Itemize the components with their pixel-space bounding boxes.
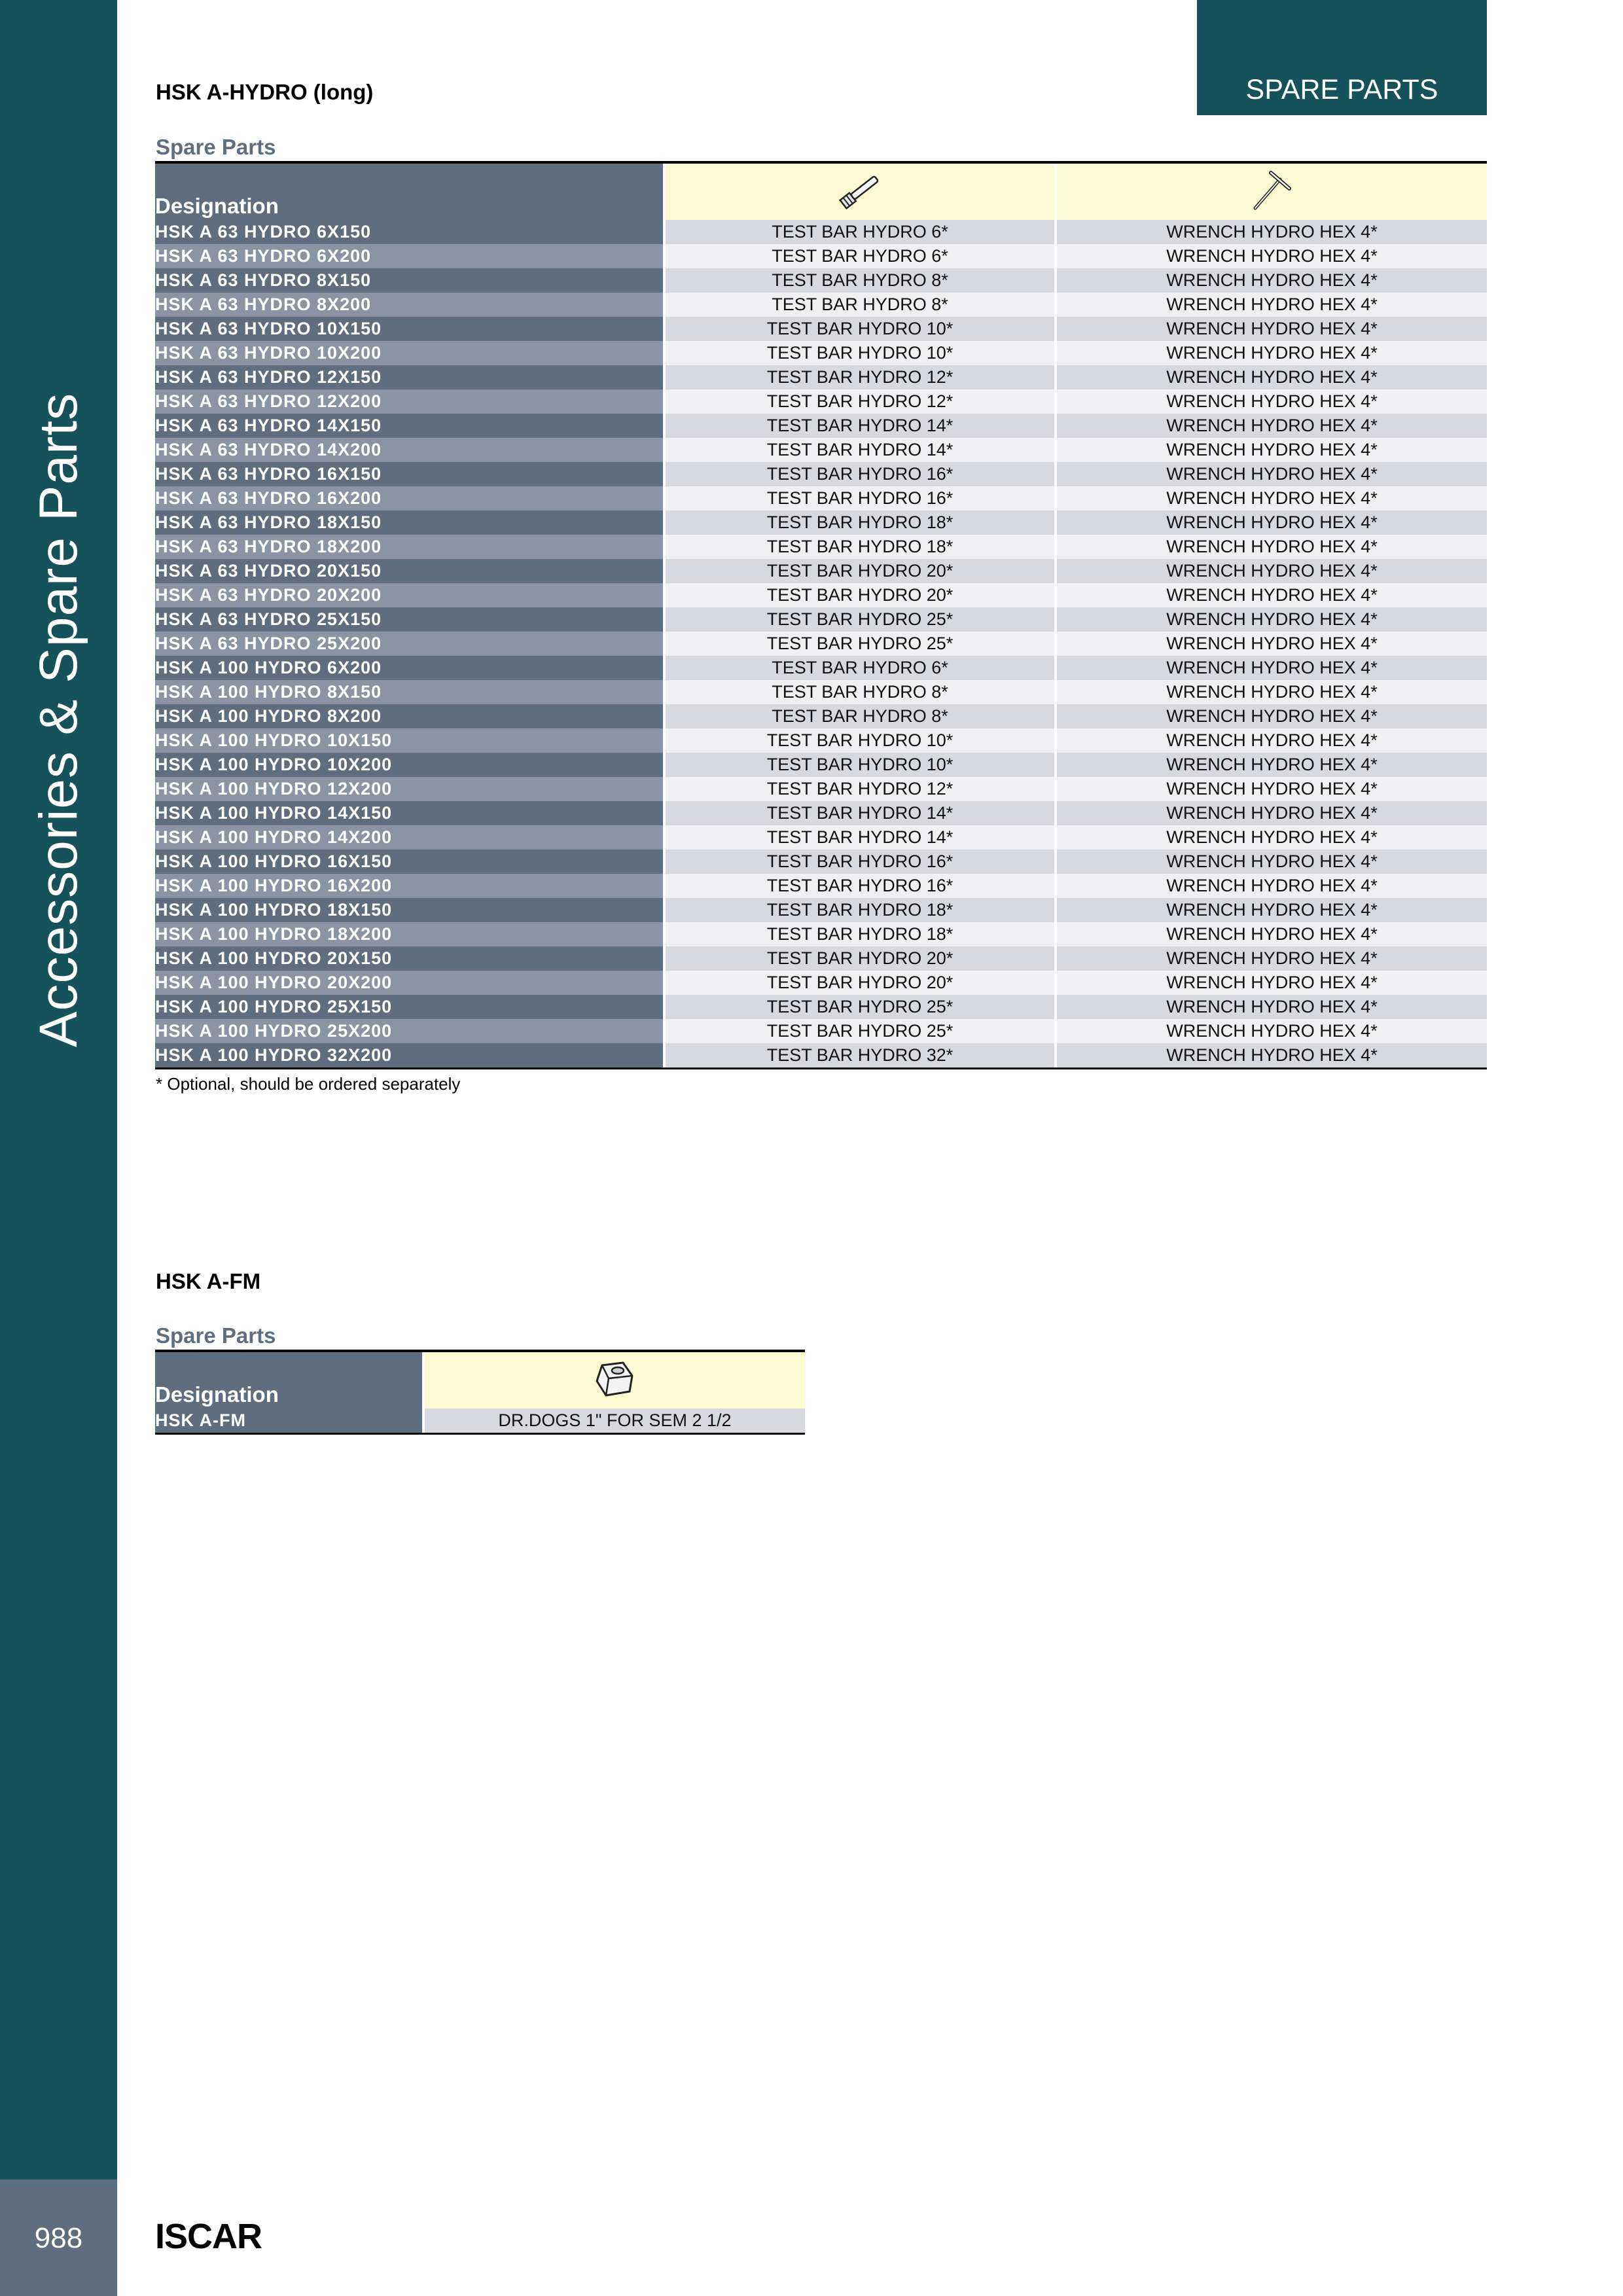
part-cell: TEST BAR HYDRO 18* xyxy=(664,535,1056,559)
part-cell: WRENCH HYDRO HEX 4* xyxy=(1056,389,1487,414)
part-cell: TEST BAR HYDRO 8* xyxy=(664,268,1056,293)
part-cell: TEST BAR HYDRO 6* xyxy=(664,244,1056,268)
designation-cell: HSK A 100 HYDRO 25X150 xyxy=(155,995,664,1019)
part-cell: WRENCH HYDRO HEX 4* xyxy=(1056,898,1487,922)
table-row xyxy=(155,462,1487,486)
part-cell: TEST BAR HYDRO 16* xyxy=(664,462,1056,486)
part-cell: WRENCH HYDRO HEX 4* xyxy=(1056,244,1487,268)
table-row xyxy=(155,850,1487,874)
part-cell: TEST BAR HYDRO 10* xyxy=(664,317,1056,341)
designation-cell: HSK A 63 HYDRO 14X200 xyxy=(155,438,664,462)
section2-subtitle: Spare Parts xyxy=(156,1323,276,1348)
part-cell: WRENCH HYDRO HEX 4* xyxy=(1056,1019,1487,1043)
designation-cell: HSK A 63 HYDRO 8X200 xyxy=(155,293,664,317)
drive-dog-header xyxy=(423,1352,805,1408)
designation-cell: HSK A 100 HYDRO 18X200 xyxy=(155,922,664,946)
table-row xyxy=(155,220,1487,244)
part-cell: WRENCH HYDRO HEX 4* xyxy=(1056,365,1487,389)
designation-cell: HSK A 63 HYDRO 6X150 xyxy=(155,220,664,244)
table-row xyxy=(155,341,1487,365)
part-cell: TEST BAR HYDRO 20* xyxy=(664,971,1056,995)
part-cell: TEST BAR HYDRO 12* xyxy=(664,389,1056,414)
brand-logo: ISCAR xyxy=(155,2217,262,2256)
designation-cell: HSK A 63 HYDRO 6X200 xyxy=(155,244,664,268)
part-cell: TEST BAR HYDRO 25* xyxy=(664,995,1056,1019)
table-row xyxy=(155,680,1487,704)
table-row xyxy=(155,704,1487,728)
part-cell: TEST BAR HYDRO 10* xyxy=(664,753,1056,777)
part-cell: TEST BAR HYDRO 18* xyxy=(664,922,1056,946)
part-cell: TEST BAR HYDRO 16* xyxy=(664,486,1056,511)
section1-subtitle: Spare Parts xyxy=(156,135,276,159)
sidebar xyxy=(0,0,117,2296)
designation-cell: HSK A 100 HYDRO 14X150 xyxy=(155,801,664,825)
table-row xyxy=(155,995,1487,1019)
part-cell: TEST BAR HYDRO 8* xyxy=(664,704,1056,728)
designation-cell: HSK A 100 HYDRO 25X200 xyxy=(155,1019,664,1043)
part-cell: TEST BAR HYDRO 32* xyxy=(664,1043,1056,1067)
table-row xyxy=(155,317,1487,341)
section-tab xyxy=(1197,0,1487,115)
section1-title: HSK A-HYDRO (long) xyxy=(156,80,374,104)
drive-dog-icon xyxy=(589,1356,641,1402)
table-row xyxy=(155,438,1487,462)
part-cell: TEST BAR HYDRO 6* xyxy=(664,656,1056,680)
part-cell: TEST BAR HYDRO 6* xyxy=(664,220,1056,244)
designation-cell: HSK A 100 HYDRO 12X200 xyxy=(155,777,664,801)
part-cell: TEST BAR HYDRO 16* xyxy=(664,874,1056,898)
table-row xyxy=(155,753,1487,777)
designation-cell: HSK A 63 HYDRO 25X150 xyxy=(155,607,664,632)
table-row xyxy=(155,583,1487,607)
part-cell: WRENCH HYDRO HEX 4* xyxy=(1056,341,1487,365)
designation-cell: HSK A 63 HYDRO 14X150 xyxy=(155,414,664,438)
part-cell: WRENCH HYDRO HEX 4* xyxy=(1056,922,1487,946)
table-row xyxy=(155,946,1487,971)
section2-title: HSK A-FM xyxy=(156,1269,261,1293)
designation-cell: HSK A 100 HYDRO 32X200 xyxy=(155,1043,664,1067)
table-row xyxy=(155,389,1487,414)
part-cell: WRENCH HYDRO HEX 4* xyxy=(1056,995,1487,1019)
part-cell: WRENCH HYDRO HEX 4* xyxy=(1056,728,1487,753)
part-cell: TEST BAR HYDRO 20* xyxy=(664,559,1056,583)
section-tab-label: SPARE PARTS xyxy=(1245,74,1438,105)
part-cell: TEST BAR HYDRO 10* xyxy=(664,341,1056,365)
designation-cell: HSK A 63 HYDRO 10X200 xyxy=(155,341,664,365)
part-cell: DR.DOGS 1" FOR SEM 2 1/2 xyxy=(423,1408,805,1433)
part-cell: TEST BAR HYDRO 8* xyxy=(664,680,1056,704)
part-cell: TEST BAR HYDRO 10* xyxy=(664,728,1056,753)
part-cell: WRENCH HYDRO HEX 4* xyxy=(1056,801,1487,825)
table-row xyxy=(155,825,1487,850)
designation-cell: HSK A 63 HYDRO 16X200 xyxy=(155,486,664,511)
designation-cell: HSK A 63 HYDRO 16X150 xyxy=(155,462,664,486)
part-cell: TEST BAR HYDRO 14* xyxy=(664,801,1056,825)
part-cell: WRENCH HYDRO HEX 4* xyxy=(1056,220,1487,244)
part-cell: TEST BAR HYDRO 12* xyxy=(664,777,1056,801)
part-cell: TEST BAR HYDRO 25* xyxy=(664,632,1056,656)
designation-cell: HSK A-FM xyxy=(155,1408,423,1433)
table-row xyxy=(155,607,1487,632)
part-cell: WRENCH HYDRO HEX 4* xyxy=(1056,777,1487,801)
table-body xyxy=(155,220,1487,1067)
designation-cell: HSK A 100 HYDRO 20X150 xyxy=(155,946,664,971)
designation-cell: HSK A 63 HYDRO 10X150 xyxy=(155,317,664,341)
page-number: 988 xyxy=(34,2222,83,2254)
table-header-row xyxy=(155,1352,805,1408)
designation-cell: HSK A 100 HYDRO 14X200 xyxy=(155,825,664,850)
table-row xyxy=(155,922,1487,946)
part-cell: WRENCH HYDRO HEX 4* xyxy=(1056,607,1487,632)
designation-cell: HSK A 100 HYDRO 16X200 xyxy=(155,874,664,898)
table-row xyxy=(155,1408,805,1433)
wrench-header xyxy=(1056,164,1487,220)
table-header-row xyxy=(155,164,1487,220)
designation-cell: HSK A 63 HYDRO 20X150 xyxy=(155,559,664,583)
part-cell: WRENCH HYDRO HEX 4* xyxy=(1056,268,1487,293)
designation-cell: HSK A 100 HYDRO 16X150 xyxy=(155,850,664,874)
table-row xyxy=(155,632,1487,656)
part-cell: WRENCH HYDRO HEX 4* xyxy=(1056,850,1487,874)
part-cell: TEST BAR HYDRO 14* xyxy=(664,438,1056,462)
designation-cell: HSK A 100 HYDRO 20X200 xyxy=(155,971,664,995)
table-row xyxy=(155,293,1487,317)
designation-cell: HSK A 100 HYDRO 8X200 xyxy=(155,704,664,728)
designation-cell: HSK A 100 HYDRO 10X200 xyxy=(155,753,664,777)
part-cell: TEST BAR HYDRO 20* xyxy=(664,583,1056,607)
part-cell: WRENCH HYDRO HEX 4* xyxy=(1056,1043,1487,1067)
table-row xyxy=(155,874,1487,898)
table-row xyxy=(155,535,1487,559)
test-bar-icon xyxy=(830,168,889,213)
part-cell: WRENCH HYDRO HEX 4* xyxy=(1056,946,1487,971)
sidebar-title: Accessories & Spare Parts xyxy=(29,392,88,1048)
part-cell: WRENCH HYDRO HEX 4* xyxy=(1056,462,1487,486)
spare-parts-table-hydro xyxy=(155,164,1487,1067)
designation-cell: HSK A 100 HYDRO 18X150 xyxy=(155,898,664,922)
table-row xyxy=(155,486,1487,511)
table-row xyxy=(155,244,1487,268)
table-row xyxy=(155,1043,1487,1067)
part-cell: TEST BAR HYDRO 12* xyxy=(664,365,1056,389)
part-cell: TEST BAR HYDRO 8* xyxy=(664,293,1056,317)
designation-cell: HSK A 100 HYDRO 8X150 xyxy=(155,680,664,704)
part-cell: WRENCH HYDRO HEX 4* xyxy=(1056,583,1487,607)
wrench-icon xyxy=(1246,168,1298,213)
part-cell: WRENCH HYDRO HEX 4* xyxy=(1056,317,1487,341)
part-cell: WRENCH HYDRO HEX 4* xyxy=(1056,825,1487,850)
designation-header: Designation xyxy=(155,164,664,220)
test-bar-header xyxy=(664,164,1056,220)
part-cell: WRENCH HYDRO HEX 4* xyxy=(1056,511,1487,535)
part-cell: WRENCH HYDRO HEX 4* xyxy=(1056,704,1487,728)
part-cell: WRENCH HYDRO HEX 4* xyxy=(1056,438,1487,462)
designation-cell: HSK A 63 HYDRO 12X200 xyxy=(155,389,664,414)
part-cell: WRENCH HYDRO HEX 4* xyxy=(1056,680,1487,704)
part-cell: TEST BAR HYDRO 18* xyxy=(664,898,1056,922)
table2-bottom-rule xyxy=(155,1433,805,1435)
part-cell: TEST BAR HYDRO 25* xyxy=(664,607,1056,632)
designation-cell: HSK A 63 HYDRO 18X150 xyxy=(155,511,664,535)
table1-bottom-rule xyxy=(155,1067,1487,1069)
part-cell: WRENCH HYDRO HEX 4* xyxy=(1056,874,1487,898)
table-footnote: * Optional, should be ordered separately xyxy=(156,1074,461,1094)
part-cell: TEST BAR HYDRO 20* xyxy=(664,946,1056,971)
table-row xyxy=(155,511,1487,535)
table-row xyxy=(155,365,1487,389)
table-row xyxy=(155,559,1487,583)
part-cell: WRENCH HYDRO HEX 4* xyxy=(1056,632,1487,656)
part-cell: WRENCH HYDRO HEX 4* xyxy=(1056,971,1487,995)
spare-parts-table-fm xyxy=(155,1352,805,1433)
table-row xyxy=(155,1019,1487,1043)
part-cell: WRENCH HYDRO HEX 4* xyxy=(1056,486,1487,511)
part-cell: WRENCH HYDRO HEX 4* xyxy=(1056,414,1487,438)
part-cell: WRENCH HYDRO HEX 4* xyxy=(1056,656,1487,680)
table-row xyxy=(155,414,1487,438)
part-cell: TEST BAR HYDRO 14* xyxy=(664,825,1056,850)
table-row xyxy=(155,898,1487,922)
designation-cell: HSK A 100 HYDRO 10X150 xyxy=(155,728,664,753)
part-cell: WRENCH HYDRO HEX 4* xyxy=(1056,753,1487,777)
part-cell: TEST BAR HYDRO 18* xyxy=(664,511,1056,535)
table-row xyxy=(155,656,1487,680)
designation-cell: HSK A 63 HYDRO 12X150 xyxy=(155,365,664,389)
designation-cell: HSK A 100 HYDRO 6X200 xyxy=(155,656,664,680)
table-row xyxy=(155,971,1487,995)
designation-cell: HSK A 63 HYDRO 25X200 xyxy=(155,632,664,656)
table-row xyxy=(155,268,1487,293)
part-cell: WRENCH HYDRO HEX 4* xyxy=(1056,535,1487,559)
table-row xyxy=(155,728,1487,753)
part-cell: TEST BAR HYDRO 16* xyxy=(664,850,1056,874)
designation-cell: HSK A 63 HYDRO 18X200 xyxy=(155,535,664,559)
part-cell: TEST BAR HYDRO 25* xyxy=(664,1019,1056,1043)
part-cell: WRENCH HYDRO HEX 4* xyxy=(1056,559,1487,583)
table-row xyxy=(155,801,1487,825)
designation-cell: HSK A 63 HYDRO 20X200 xyxy=(155,583,664,607)
part-cell: TEST BAR HYDRO 14* xyxy=(664,414,1056,438)
table-row xyxy=(155,777,1487,801)
designation-cell: HSK A 63 HYDRO 8X150 xyxy=(155,268,664,293)
table-body xyxy=(155,1408,805,1433)
designation-header: Designation xyxy=(155,1352,423,1408)
part-cell: WRENCH HYDRO HEX 4* xyxy=(1056,293,1487,317)
